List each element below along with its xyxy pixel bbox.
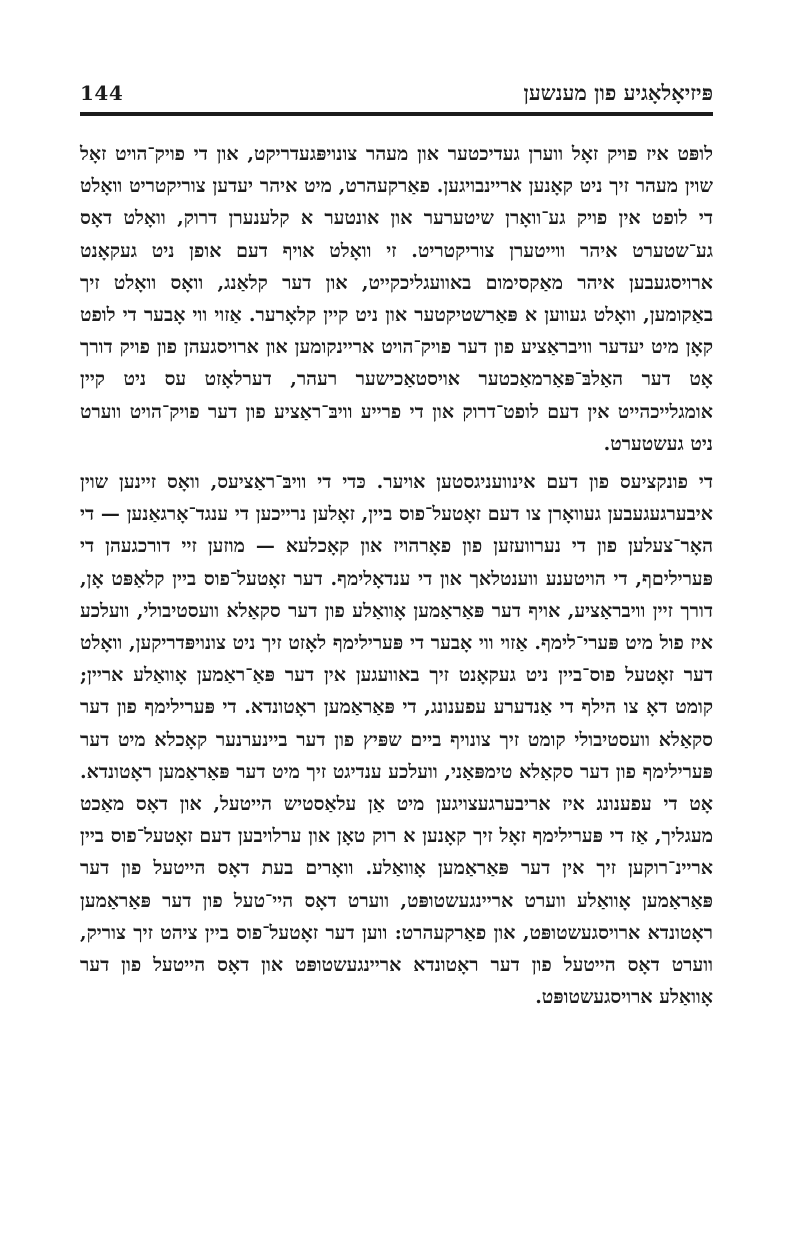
page-number: 144 (80, 81, 124, 105)
running-title: פּיזיאָלאָגיע פון מענשען (523, 80, 713, 105)
header-rule (80, 112, 713, 116)
running-header (80, 80, 713, 110)
paragraph-1: לופּט איז פויק זאָל ווערן געדיכטער און מעהר צונויפּגעדריקט, און די פויק־הויט זאָל שוין מעהר זיך ניט קאָנען אריינבויגען. פאַרקעהרט, מיט איהר יעדען צוריקטריט וואָלט די לופט אין פויק גע־וואָרן שיטערער און אונטער א קלענערן דרוק, וואָלט דאָס גע־שטערט איהר ווייטערן צוריקטריט. זי וואָלט אויף דעם אופן ניט געקאָנט ארויסגעבען איהר מאַקסימום באוועגליכקייט, און דער קלאַנג, וואָס וואָלט זיך באַקומען, וואָלט געווען א פּאַרשטיקטער און ניט קיין קלאָרער. אַזוי ווי אָבער די לופט קאָן מיט יעדער וויבראַציע פון דער פויק־הויט אריינקומען און ארויסגעהן פון פויק דורך אָט דער האַלבּ־פּאַרמאַכטער אויסטאַכישער רעהר, דערלאָזט עס ניט קיין אומגלייכהייט אין דעם לופט־דרוק און די פרייע וויבּ־ראַציע פון דער פויק־הויט ווערט ניט געשטערט. (80, 143, 713, 455)
body-text (80, 138, 713, 1013)
paragraph-2: די פונקציעס פון דעם אינוועניגסטען אויער. כּדי די וויבּ־ראַציעס, וואָס זיינען שוין איבערגעגעבען געוואָרן צו דעם זאָטעל־פוס ביין, זאָלען נרייכען די ענגד־אָרגאַנען — די האָר־צעלען פון די נערוועזען פון פאָרהויז און קאָכלעא — מוזען זיי דורכגעהן די פּעריליםף, די הויטענע ווענטלאך און די ענדאָלימף. דער זאָטעל־פוס ביין קלאַפּט אָן, דורך זיין וויבראַציע, אויף דער פּאַראַמען אָוואַלע פון דער סקאַלא וועסטיבולי, וועלכע איז פול מיט פּערי־לימף. אַזוי ווי אָבער די פּערילימף לאָזט זיך ניט צונויפּדריקען, וואָלט דער זאָטעל פוס־ביין ניט געקאָנט זיך באוועגען אין דער פּאַ־ראַמען אָוואַלע אריין; קומט דאָ צו הילף די אַנדערע עפענונג, די פּאַראַמען ראָטונדא. די פּערילימף פון דער סקאַלא וועסטיבולי קומט זיך צונויף ביים שפּיץ פון דער ביינערנער קאָכלא מיט דער פּערילימף פון דער סקאַלא טימפּאַני, וועלכע ענדיגט זיך מיט דער פּאַראַמען ראָטונדא. אָט די עפענונג איז אריבערגעצויגען מיט אַן עלאַסטיש הייטעל, און דאָס מאַכט מעגליך, אַז די פּערילימף זאָל זיך קאָנען א רוק טאָן און ערלויבען דעם זאָטעל־פוס ביין אריינ־רוקען זיך אין דער פּאַראַמען אָוואַלע. וואָרים בעת דאָס הייטעל פון דער פּאַראַמען אָוואַלע ווערט אריינגעשטופּט, ווערט דאָס היי־טעל פון דער פּאַראַמען ראָטונדא ארויסגעשטופּט, און פאַרקעהרט: ווען דער זאָטעל־פוס ביין ציהט זיך צוריק, ווערט דאָס הייטעל פון דער ראָטונדא אריינגעשטופּט און דאָס הייטעל פון דער אָוואַלע ארויסגעשטופּט. (80, 471, 713, 1009)
